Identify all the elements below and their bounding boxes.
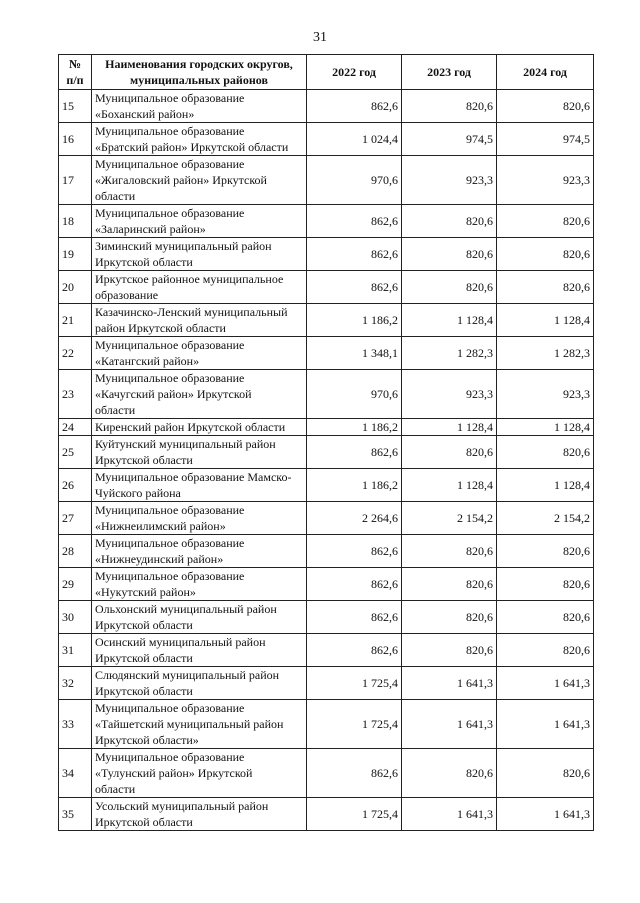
municipality-name-line: образование [95, 288, 159, 302]
value-2024: 820,6 [497, 271, 594, 304]
municipality-name-line: «Тулунский район» Иркутской [95, 766, 253, 780]
value-2022: 862,6 [307, 568, 402, 601]
header-number-line: п/п [66, 73, 84, 87]
municipality-name-line: Муниципальное образование [95, 206, 245, 220]
table-row [59, 370, 594, 419]
municipality-name-line: «Братский район» Иркутской области [95, 140, 289, 154]
row-number: 16 [59, 123, 92, 156]
value-2024: 1 641,3 [497, 798, 594, 831]
header-name [92, 55, 307, 90]
value-2022: 1 186,2 [307, 469, 402, 502]
table-row [59, 535, 594, 568]
municipality-name-line: Муниципальное образование Мамско- [95, 470, 292, 484]
municipality-name-line: Иркутской области [95, 453, 193, 467]
value-2022: 1 725,4 [307, 700, 402, 749]
value-2023: 820,6 [402, 436, 497, 469]
value-2024: 820,6 [497, 749, 594, 798]
municipality-name [92, 469, 307, 502]
municipality-name-line: Иркутской области [95, 651, 193, 665]
header-year-2022: 2022 год [307, 55, 402, 90]
value-2024: 923,3 [497, 370, 594, 419]
municipality-name [92, 601, 307, 634]
value-2022: 862,6 [307, 436, 402, 469]
value-2022: 862,6 [307, 90, 402, 123]
table-row [59, 271, 594, 304]
municipality-name [92, 419, 307, 436]
municipality-name-line: Муниципальное образование [95, 536, 245, 550]
municipality-name-line: Киренский район Иркутской области [95, 420, 286, 434]
municipality-name [92, 502, 307, 535]
value-2024: 1 128,4 [497, 469, 594, 502]
table-row [59, 304, 594, 337]
value-2023: 1 641,3 [402, 700, 497, 749]
table-row [59, 90, 594, 123]
row-number: 22 [59, 337, 92, 370]
municipality-name-line: Слюдянский муниципальный район [95, 668, 280, 682]
municipality-name [92, 667, 307, 700]
municipality-name-line: Муниципальное образование [95, 157, 245, 171]
value-2023: 923,3 [402, 370, 497, 419]
value-2022: 862,6 [307, 238, 402, 271]
municipality-name [92, 749, 307, 798]
value-2022: 1 186,2 [307, 304, 402, 337]
row-number: 20 [59, 271, 92, 304]
municipality-name-line: Муниципальное образование [95, 750, 245, 764]
table-row [59, 700, 594, 749]
value-2022: 862,6 [307, 205, 402, 238]
value-2024: 820,6 [497, 238, 594, 271]
row-number: 18 [59, 205, 92, 238]
municipality-name-line: «Жигаловский район» Иркутской [95, 173, 267, 187]
header-number-line: № [68, 57, 82, 71]
municipality-name-line: области [95, 403, 136, 417]
municipality-name [92, 700, 307, 749]
municipality-name [92, 90, 307, 123]
table-row [59, 798, 594, 831]
value-2022: 862,6 [307, 271, 402, 304]
value-2023: 1 128,4 [402, 469, 497, 502]
municipality-name-line: Иркутской области [95, 684, 193, 698]
table-row [59, 156, 594, 205]
value-2024: 820,6 [497, 535, 594, 568]
municipality-name-line: Муниципальное образование [95, 371, 245, 385]
table-header [59, 55, 594, 90]
value-2023: 1 128,4 [402, 419, 497, 436]
municipality-name [92, 238, 307, 271]
municipality-name-line: Иркутской области» [95, 733, 199, 747]
municipality-name-line: Муниципальное образование [95, 701, 245, 715]
value-2023: 1 641,3 [402, 667, 497, 700]
municipality-name [92, 798, 307, 831]
row-number: 21 [59, 304, 92, 337]
value-2023: 820,6 [402, 238, 497, 271]
header-year-2023: 2023 год [402, 55, 497, 90]
municipality-name-line: Чуйского района [95, 486, 181, 500]
municipality-name-line: Иркутское районное муниципальное [95, 272, 284, 286]
value-2023: 820,6 [402, 90, 497, 123]
value-2024: 820,6 [497, 205, 594, 238]
table-row [59, 601, 594, 634]
value-2024: 2 154,2 [497, 502, 594, 535]
table-row [59, 337, 594, 370]
municipality-name [92, 568, 307, 601]
row-number: 19 [59, 238, 92, 271]
table-row [59, 667, 594, 700]
row-number: 28 [59, 535, 92, 568]
municipality-name-line: Муниципальное образование [95, 91, 245, 105]
value-2023: 923,3 [402, 156, 497, 205]
value-2022: 1 186,2 [307, 419, 402, 436]
row-number: 17 [59, 156, 92, 205]
value-2022: 1 348,1 [307, 337, 402, 370]
row-number: 23 [59, 370, 92, 419]
table-row [59, 238, 594, 271]
value-2023: 1 128,4 [402, 304, 497, 337]
municipality-name [92, 436, 307, 469]
header-name-line: Наименования городских округов, [105, 57, 293, 71]
table-row [59, 123, 594, 156]
value-2024: 820,6 [497, 436, 594, 469]
table-body [59, 90, 594, 831]
table-row [59, 502, 594, 535]
header-year-2024: 2024 год [497, 55, 594, 90]
municipality-name [92, 123, 307, 156]
value-2022: 2 264,6 [307, 502, 402, 535]
value-2023: 2 154,2 [402, 502, 497, 535]
value-2024: 923,3 [497, 156, 594, 205]
value-2024: 974,5 [497, 123, 594, 156]
table-row [59, 568, 594, 601]
value-2023: 820,6 [402, 601, 497, 634]
value-2023: 820,6 [402, 749, 497, 798]
table-row [59, 634, 594, 667]
value-2023: 820,6 [402, 205, 497, 238]
table-row [59, 469, 594, 502]
value-2024: 1 641,3 [497, 700, 594, 749]
value-2024: 1 641,3 [497, 667, 594, 700]
value-2023: 1 641,3 [402, 798, 497, 831]
row-number: 29 [59, 568, 92, 601]
municipality-name [92, 337, 307, 370]
row-number: 33 [59, 700, 92, 749]
municipality-name-line: «Нижнеудинский район» [95, 552, 224, 566]
value-2023: 820,6 [402, 568, 497, 601]
value-2022: 1 725,4 [307, 667, 402, 700]
value-2022: 970,6 [307, 156, 402, 205]
value-2023: 1 282,3 [402, 337, 497, 370]
value-2023: 820,6 [402, 271, 497, 304]
municipality-name-line: Усольский муниципальный район [95, 799, 269, 813]
row-number: 26 [59, 469, 92, 502]
municipality-name-line: области [95, 189, 136, 203]
row-number: 25 [59, 436, 92, 469]
municipality-name-line: Муниципальное образование [95, 569, 245, 583]
municipality-name-line: Осинский муниципальный район [95, 635, 266, 649]
value-2022: 970,6 [307, 370, 402, 419]
header-number [59, 55, 92, 90]
municipality-name-line: Иркутской области [95, 255, 193, 269]
page-number: 31 [313, 30, 327, 45]
municipality-name-line: «Тайшетский муниципальный район [95, 717, 284, 731]
value-2022: 862,6 [307, 749, 402, 798]
row-number: 31 [59, 634, 92, 667]
row-number: 34 [59, 749, 92, 798]
municipality-name-line: Ольхонский муниципальный район [95, 602, 277, 616]
municipality-name-line: «Качугский район» Иркутской [95, 387, 252, 401]
municipality-name-line: Муниципальное образование [95, 338, 245, 352]
row-number: 35 [59, 798, 92, 831]
municipality-name-line: Иркутской области [95, 618, 193, 632]
table-row [59, 436, 594, 469]
row-number: 15 [59, 90, 92, 123]
row-number: 32 [59, 667, 92, 700]
table-row [59, 419, 594, 436]
municipality-name [92, 156, 307, 205]
municipality-name-line: район Иркутской области [95, 321, 226, 335]
value-2024: 1 128,4 [497, 304, 594, 337]
municipality-name-line: «Катангский район» [95, 354, 200, 368]
value-2022: 1 024,4 [307, 123, 402, 156]
municipality-name [92, 271, 307, 304]
municipality-name-line: Зиминский муниципальный район [95, 239, 272, 253]
row-number: 30 [59, 601, 92, 634]
municipality-name [92, 205, 307, 238]
municipality-name [92, 535, 307, 568]
municipality-name [92, 304, 307, 337]
municipality-name-line: «Нижнеилимский район» [95, 519, 226, 533]
municipality-name-line: области [95, 782, 136, 796]
value-2022: 1 725,4 [307, 798, 402, 831]
municipality-name-line: Иркутской области [95, 815, 193, 829]
table-row [59, 205, 594, 238]
value-2022: 862,6 [307, 634, 402, 667]
value-2022: 862,6 [307, 535, 402, 568]
value-2024: 1 128,4 [497, 419, 594, 436]
municipality-name-line: Куйтунский муниципальный район [95, 437, 276, 451]
budget-table [58, 54, 594, 831]
municipality-name-line: Казачинско-Ленский муниципальный [95, 305, 288, 319]
table-row [59, 749, 594, 798]
municipality-name-line: «Нукутский район» [95, 585, 196, 599]
municipality-name [92, 370, 307, 419]
value-2023: 974,5 [402, 123, 497, 156]
row-number: 24 [59, 419, 92, 436]
value-2024: 1 282,3 [497, 337, 594, 370]
header-name-line: муниципальных районов [130, 73, 268, 87]
value-2024: 820,6 [497, 601, 594, 634]
municipality-name-line: «Заларинский район» [95, 222, 206, 236]
value-2024: 820,6 [497, 90, 594, 123]
municipality-name-line: Муниципальное образование [95, 503, 245, 517]
municipality-name [92, 634, 307, 667]
row-number: 27 [59, 502, 92, 535]
value-2023: 820,6 [402, 634, 497, 667]
value-2022: 862,6 [307, 601, 402, 634]
municipality-name-line: «Боханский район» [95, 107, 195, 121]
value-2024: 820,6 [497, 568, 594, 601]
value-2023: 820,6 [402, 535, 497, 568]
value-2024: 820,6 [497, 634, 594, 667]
municipality-name-line: Муниципальное образование [95, 124, 245, 138]
